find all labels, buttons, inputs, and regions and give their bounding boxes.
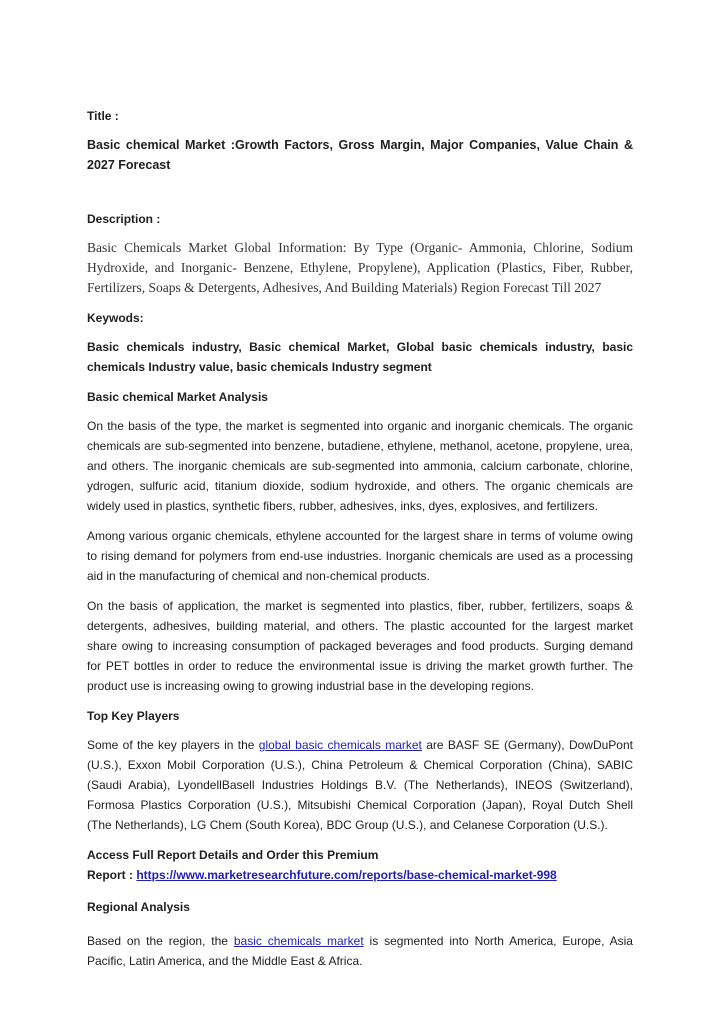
key-players-rest-text: are BASF SE (Germany), DowDuPont (U.S.), Exxon Mobil Corporation (U.S.), China Petroleum & Chemical Corporation (China), SABIC (Saudi Arabia), LyondellBasell Industries Holdings B.V. (The Netherlands), INEOS (Switzerland), Formosa Plastics Corporation (U.S.), Mitsubishi Chemical Corporation (Japan), Royal Dutch Shell (The Netherlands), LG Chem (South Korea), BDC Group (U.S.), and Celanese Corporation (U.S.). — [87, 738, 633, 832]
basic-chemicals-market-link[interactable]: basic chemicals market — [233, 934, 364, 948]
section-heading-regional-analysis: Regional Analysis — [87, 900, 190, 914]
access-report-block — [87, 845, 633, 885]
document-title: Basic chemical Market :Growth Factors, Gross Margin, Major Companies, Value Chain & 2027 Forecast — [87, 138, 633, 172]
section-heading-market-analysis: Basic chemical Market Analysis — [87, 390, 268, 404]
title-label: Title : — [87, 109, 119, 123]
key-players-intro-text: Some of the key players in the — [87, 738, 259, 752]
keywords-text: Basic chemicals industry, Basic chemical Market, Global basic chemicals industry, basic chemicals Industry value, basic chemicals Industry segment — [87, 340, 633, 374]
analysis-paragraph-3: On the basis of application, the market is segmented into plastics, fiber, rubber, fertilizers, soaps & detergents, adhesives, building material, and others. The plastic accounted for the largest market share owing to increasing consumption of packaged beverages and food products. Surging demand for PET bottles in order to reduce the environmental issue is driving the market growth further. The product use is increasing owing to growing industrial base in the developing regions. — [87, 599, 633, 693]
section-heading-top-key-players: Top Key Players — [87, 709, 180, 723]
report-url-link[interactable]: https://www.marketresearchfuture.com/reports/base-chemical-market-998 — [136, 868, 557, 882]
analysis-paragraph-1: On the basis of the type, the market is segmented into organic and inorganic chemicals. The organic chemicals are sub-segmented into benzene, butadiene, ethylene, methanol, acetone, propylene, urea, and others. The inorganic chemicals are sub-segmented into ammonia, calcium carbonate, chlorine, ydrogen, sulfuric acid, titanium dioxide, sodium hydroxide, and others. The organic chemicals are widely used in plastics, synthetic fibers, rubber, adhesives, inks, dyes, explosives, and fertilizers. — [87, 419, 633, 513]
analysis-paragraph-2: Among various organic chemicals, ethylene accounted for the largest share in terms of volume owing to rising demand for polymers from end-use industries. Inorganic chemicals are used as a processing aid in the manufacturing of chemical and non-chemical products. — [87, 529, 633, 583]
description-label: Description : — [87, 212, 161, 226]
global-basic-chemicals-market-link[interactable]: global basic chemicals market — [258, 738, 422, 752]
regional-rest-text: is segmented into North America, Europe, Asia Pacific, Latin America, and the Middle East & Africa. — [87, 934, 633, 968]
report-label: Report : — [87, 868, 137, 882]
access-report-heading: Access Full Report Details and Order this Premium — [87, 848, 379, 862]
regional-intro-text: Based on the region, the — [87, 934, 234, 948]
access-report-line — [87, 865, 633, 885]
key-players-paragraph — [87, 735, 633, 835]
description-paragraph: Basic Chemicals Market Global Information: By Type (Organic- Ammonia, Chlorine, Sodium Hydroxide, and Inorganic- Benzene, Ethylene, Propylene), Application (Plastics, Fiber, Rubber, Fertilizers, Soaps & Detergents, Adhesives, And Building Materials) Region Forecast Till 2027 — [87, 240, 633, 295]
regional-paragraph — [87, 931, 633, 971]
keywords-label: Keywods: — [87, 311, 144, 325]
